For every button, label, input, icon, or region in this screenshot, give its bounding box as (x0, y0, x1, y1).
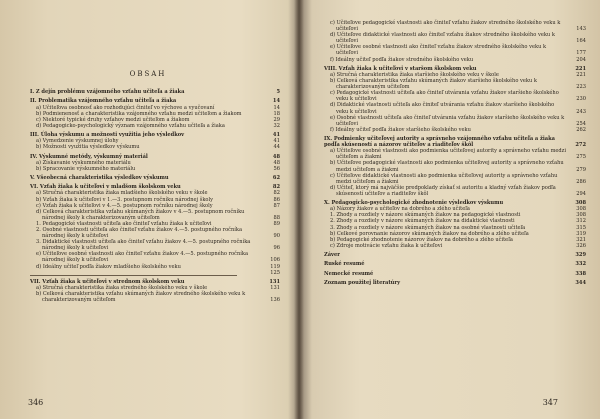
toc-entry (30, 209, 280, 221)
toc-entry-title: b) Možnosti využitia výsledkov výskumu (36, 144, 140, 151)
toc-entry (324, 78, 586, 90)
toc-entry-page: 48 (272, 153, 280, 160)
toc-entry-title: VI. Vzťah žiaka k učiteľovi v mladšom školskom veku (30, 184, 181, 191)
toc-entry (324, 271, 586, 277)
toc-entry-title: f) Ideálny učiteľ podľa žiakov staršieho školského veku (330, 126, 471, 133)
toc-entry (30, 264, 280, 270)
toc-entry-title: c) Niektoré typické druhy vzťahov medzi učiteľom a žiakom (36, 116, 190, 123)
toc-entry-title: b) Vzťah žiaka k učiteľovi v 1.—3. postupnom ročníku národnej školy (36, 196, 214, 203)
toc-entry-page: 119 (270, 263, 280, 270)
toc-entry-page: 275 (576, 154, 586, 161)
toc-entry (324, 115, 586, 127)
toc-entry-title: b) Spracovanie výskumného materiálu (36, 165, 136, 172)
toc-entry-page: 272 (575, 142, 586, 149)
toc-entry-page: 308 (576, 212, 586, 219)
toc-entry-title: d) Učiteľove didaktické vlastnosti ako činiteľ vzťahu žiakov stredného školského veku k učiteľovi (330, 32, 555, 45)
toc-entry-title: IV. Výskumné metódy, výskumný materiál (30, 153, 148, 160)
toc-entry-title: 1. Pedagogické vlastnosti učiteľa ako činiteľ vzťahu žiaka k učiteľovi (36, 220, 212, 227)
toc-entry-title: 1. Zhody a rozdiely v názore skúmaných žiakov na pedagogické vlastnosti (330, 212, 521, 219)
toc-entry-title: a) Získavanie výskumného materiálu (36, 159, 131, 166)
toc-entry (324, 252, 586, 258)
toc-entry-title: b) Pedagogické zhodnotenie názorov žiakov na dobrého a zlého učiteľa (330, 236, 513, 243)
toc-entry-page: 279 (576, 166, 586, 173)
toc-entry (30, 270, 280, 276)
toc-entry-page: 143 (576, 26, 586, 33)
toc-entry-page: 230 (576, 96, 586, 103)
toc-entry-title: d) Didaktické vlastnosti učiteľa ako činiteľ utvárania vzťahu žiakov staršieho školského veku k učiteľovi (330, 102, 555, 115)
toc-entry-title: b) Celková charakteristika vzťahu skúmaných žiakov stredného školského veku k charakterizovaným učiteľom (36, 291, 246, 304)
toc-entry (324, 102, 586, 114)
toc-entry-page: 221 (575, 65, 586, 72)
toc-entry-page: 308 (575, 200, 586, 207)
toc-entry-title: I. Z dejín problému vzájomného vzťahu učiteľa a žiaka (30, 89, 185, 96)
toc-entry-page: 62 (272, 175, 280, 182)
toc-entry-page: 41 (272, 132, 280, 139)
toc-entry-title: III. Úloha výskumu a možnosti využitia jeho výsledkov (30, 132, 185, 139)
toc-entry (30, 166, 280, 172)
toc-entry (30, 251, 280, 263)
toc-entry-page: 82 (273, 190, 280, 197)
toc-entry-title: VII. Vzťah žiaka k učiteľovi v strednom školskom veku (30, 278, 185, 285)
toc-entry-page: 56 (273, 165, 280, 172)
toc-entry-page: 41 (273, 138, 280, 145)
page-title: OBSAH (129, 70, 167, 78)
toc-entry-title: a) Stručná charakteristika žiaka stredného školského veku v škole (36, 285, 208, 292)
toc-entry-title: d) Pedagogicko-psychologický význam vzájomného vzťahu učiteľa a žiaka (36, 122, 225, 129)
toc-entry-title: b) Celková charakteristika vzťahu skúmaných žiakov staršieho školského veku k charakterizovaným učiteľom (330, 78, 537, 91)
toc-entry-title: 2. Zhody a rozdiely v názore skúmaných žiakov na didaktické vlastnosti (330, 218, 515, 225)
toc-entry-page: 344 (575, 279, 586, 286)
toc-entry (324, 57, 586, 63)
toc-entry-page: 29 (273, 116, 280, 123)
toc-entry (324, 148, 586, 160)
toc-entry-title: c) Učiteľove didaktické vlastnosti ako podmienka učiteľovej autority a správneho vzťahu medzi učiteľom a žiakmi (330, 172, 558, 185)
toc-entry (324, 173, 586, 185)
toc-entry-title: c) Zdroje motivácie vzťahu žiaka k učiteľovi (330, 242, 443, 249)
toc-entry-title: VIII. Vzťah žiaka k učiteľovi v staršom školskom veku (324, 65, 477, 72)
toc-entry-page: 32 (273, 122, 280, 129)
toc-entry-page: 96 (273, 245, 280, 252)
toc-entry-page: 294 (576, 190, 586, 197)
toc-entry-title: Zoznam použitej literatúry (324, 279, 401, 286)
toc-entry-page: 319 (576, 230, 586, 237)
toc-entry-title: a) Názory žiakov a učiteľov na dobrého a zlého učiteľa (330, 206, 470, 213)
toc-entry-title: b) Celkové porovnanie názorov skúmaných žiakov na dobrého a zlého učiteľa (330, 230, 529, 237)
toc-entry-page: 164 (576, 38, 586, 45)
toc-entry (324, 185, 586, 197)
toc-entry-title: d) Celková charakteristika vzťahu skúmaných žiakov v 4.—5. postupnom ročníku národnej školy k charakterizovaným učiteľom (36, 208, 245, 221)
toc-entry-page: 332 (575, 261, 586, 268)
toc-entry-title: c) Učiteľove pedagogické vlastnosti ako činiteľ vzťahu žiakov stredného školského veku k učiteľovi (330, 20, 561, 33)
toc-entry-page: 262 (576, 126, 586, 133)
toc-entry-title: a) Vymedzenie výskumnej úlohy (36, 138, 119, 145)
toc-entry-title: a) Stručná charakteristika žiaka mladšieho školského veku v škole (36, 190, 208, 197)
toc-entry (30, 291, 280, 303)
toc-entry-page: 321 (576, 236, 586, 243)
toc-entry-title: V. Všeobecná charakteristika výsledkov výskumu (30, 175, 169, 182)
toc-entry-page: 87 (273, 202, 280, 209)
toc-entry-title: c) Pedagogické vlastnosti učiteľa ako činiteľ utvárania vzťahu žiakov staršieho školského veku k učiteľovi (330, 90, 559, 103)
toc-entry-page: 14 (272, 98, 280, 105)
toc-entry-page: 14 (273, 104, 280, 111)
toc-entry (324, 243, 586, 249)
toc-entry-page: 177 (576, 50, 586, 57)
toc-entry (324, 90, 586, 102)
toc-entry-title: a) Učiteľova osobnosť ako rozhodujúci činiteľ vo výchove a vyučovaní (36, 104, 215, 111)
right-page (302, 0, 600, 419)
toc-entry-page: 243 (576, 108, 586, 115)
toc-entry-page: 131 (269, 278, 280, 285)
toc-entry-title: e) Učiteľove osobné vlastnosti ako činiteľ vzťahu žiakov stredného školského veku k učiteľovi (330, 44, 547, 57)
toc-entry-page: 18 (273, 110, 280, 117)
toc-entry-page: 308 (576, 206, 586, 213)
toc-entry (324, 136, 586, 148)
toc-entry (30, 89, 280, 95)
toc-entry-title: II. Problematika vzájomného vzťahu učiteľa a žiaka (30, 98, 177, 105)
toc-entry-title: c) Vzťah žiaka k učiteľovi v 4.—5. postupnom ročníku národnej školy (36, 202, 213, 209)
toc-entry-page: 89 (273, 220, 280, 227)
page-number-left: 346 (28, 398, 44, 407)
toc-entry (324, 261, 586, 267)
toc-entry-page: 106 (270, 257, 280, 264)
toc-entry-title: e) Osobné vlastnosti učiteľa ako činiteľ utvárania vzťahu žiakov staršieho školského veku k učiteľovi (330, 114, 565, 127)
toc-entry-page: 221 (576, 71, 586, 78)
toc-entry-title: a) Učiteľove osobné vlastnosti ako podmienka učiteľovej autority a správneho vzťahu medzi učiteľom a žiakmi (330, 148, 566, 161)
toc-entry-title: f) Ideálny učiteľ podľa žiakov stredného školského veku (330, 56, 474, 63)
toc-entry-title: b) Podmienenosť a charakteristika vzájomného vzťahu medzi učiteľom a žiakom (36, 110, 242, 117)
toc-entry-page: 82 (272, 184, 280, 191)
toc-entry-title: 2. Osobné vlastnosti učiteľa ako činiteľ vzťahu žiakov 4.—5. postupného ročníka národnej školy k učiteľovi (36, 227, 243, 240)
toc-entry (324, 280, 586, 286)
left-page (0, 0, 296, 419)
toc-entry-title: a) Stručná charakteristika žiaka staršieho školského veku v škole (330, 71, 499, 78)
toc-entry (30, 144, 280, 150)
toc-entry (30, 227, 280, 239)
toc-entry-page: 338 (575, 270, 586, 277)
page-number-right: 347 (542, 398, 558, 407)
toc-right (324, 20, 586, 286)
toc-entry-title (30, 273, 260, 276)
toc-entry-title: Záver (324, 252, 340, 259)
toc-entry-title: Nemecké resumé (324, 270, 374, 277)
toc-entry (324, 32, 586, 44)
toc-entry (324, 20, 586, 32)
toc-entry-page: 254 (576, 120, 586, 127)
toc-entry-page: 204 (576, 56, 586, 63)
toc-entry-page: 315 (576, 224, 586, 231)
toc-entry-title: X. Pedagogicko-psychologické zhodnotenie výsledkov výskumu (324, 200, 504, 207)
toc-entry (324, 127, 586, 133)
divider (30, 275, 237, 276)
toc-entry (30, 175, 280, 181)
toc-entry-title: b) Učiteľove pedagogické vlastnosti ako podmienka učiteľovej autority a správneho vzťahu medzi učiteľom a žiakmi (330, 160, 564, 173)
toc-entry-title: 3. Didaktické vlastnosti učiteľa ako činiteľ vzťahu žiakov 4.—5. postupného ročníka národnej školy k učiteľovi (36, 239, 251, 252)
toc-entry-page: 136 (270, 297, 280, 304)
toc-entry-page: 86 (273, 196, 280, 203)
toc-entry-page: 48 (273, 159, 280, 166)
toc-entry-title: 3. Zhody a rozdiely v názore skúmaných žiakov na osobné vlastnosti učiteľa (330, 224, 526, 231)
toc-entry (30, 239, 280, 251)
toc-entry (30, 123, 280, 129)
toc-entry-page: 90 (273, 233, 280, 240)
toc-entry-page: 88 (273, 214, 280, 221)
toc-left (30, 86, 280, 303)
toc-entry-title: Ruské resumé (324, 261, 365, 268)
toc-entry (324, 44, 586, 56)
toc-entry (324, 160, 586, 172)
toc-entry-page: 131 (270, 285, 280, 292)
toc-entry-title: IX. Podmienky učiteľovej autority a správneho vzájomného vzťahu učiteľa a žiaka podľa skúseností a názorov učiteľov a riaditeľov škôl (324, 136, 555, 149)
toc-entry-title: e) Učiteľove osobné vlastnosti ako činiteľ vzťahu žiakov 4.—5. postupného ročníka národnej školy k učiteľovi (36, 251, 248, 264)
toc-entry-page: 125 (270, 269, 280, 276)
toc-entry-title: d) Ideálny učiteľ podľa žiakov mladšieho školského veku (36, 263, 181, 270)
toc-entry-page: 312 (576, 218, 586, 225)
toc-entry-page: 286 (576, 178, 586, 185)
toc-entry-page: 44 (273, 144, 280, 151)
toc-entry-title: d) Učiteľ, ktorý má najväčšie predpoklady získať si autoritu a kladný vzťah žiakov podľa skúseností učiteľov a riaditeľov škôl (330, 184, 556, 197)
toc-entry-page: 326 (576, 242, 586, 249)
toc-entry-page: 223 (576, 84, 586, 91)
toc-entry-page: 5 (276, 89, 280, 96)
toc-entry-page: 329 (575, 252, 586, 259)
